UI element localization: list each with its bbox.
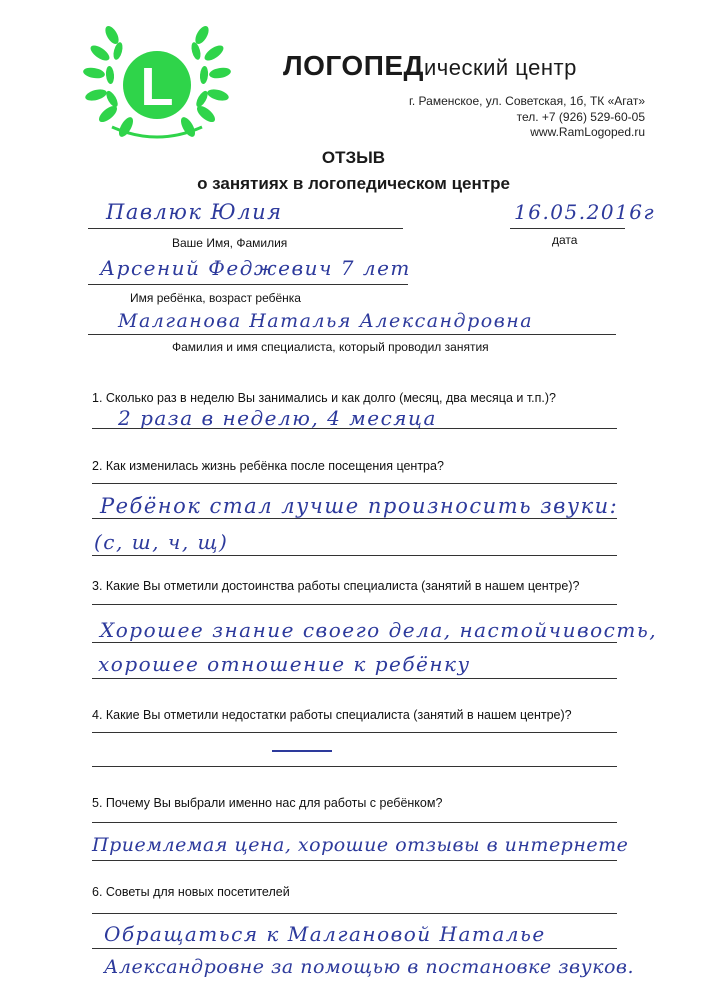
answer-4-line-a: [92, 732, 617, 733]
answer-2-line-b: [92, 518, 617, 519]
answer-4-dash: [272, 750, 332, 752]
brand-rest: ический центр: [423, 55, 577, 80]
form-subtitle: о занятиях в логопедическом центре: [197, 174, 510, 193]
specialist-handwritten: Малганова Наталья Александровна: [118, 310, 534, 332]
answer-6-line-a: [92, 913, 617, 914]
phone: тел. +7 (926) 529-60-05: [516, 110, 645, 124]
specialist-caption: Фамилия и имя специалиста, который проводил занятия: [172, 340, 489, 354]
answer-2-line-a: [92, 483, 617, 484]
question-3: 3. Какие Вы отметили достоинства работы специалиста (занятий в нашем центре)?: [92, 579, 580, 593]
specialist-line: [88, 334, 616, 335]
answer-3-line-c: [92, 678, 617, 679]
answer-3-line-b: [92, 642, 617, 643]
address: г. Раменское, ул. Советская, 1б, ТК «Агат»: [408, 94, 645, 108]
date-caption: дата: [552, 233, 578, 247]
answer-1: 2 раза в неделю, 4 месяца: [118, 406, 437, 430]
brand-name: [283, 50, 577, 82]
answer-6-line-b: [92, 948, 617, 949]
question-5: 5. Почему Вы выбрали именно нас для работы с ребёнком?: [92, 796, 443, 810]
brand-bold: ЛОГОПЕД: [283, 50, 424, 81]
logo-letter: L: [140, 57, 174, 117]
question-4: 4. Какие Вы отметили недостатки работы специалиста (занятий в нашем центре)?: [92, 708, 572, 722]
child-handwritten: Арсений Феджевич 7 лет: [100, 256, 411, 280]
answer-2-line1: Ребёнок стал лучше произносить звуки:: [100, 494, 619, 518]
answer-5-line-a: [92, 822, 617, 823]
form-title: ОТЗЫВ: [321, 148, 386, 167]
answer-4-line-b: [92, 766, 617, 767]
date-handwritten: 16.05.2016г: [514, 200, 656, 224]
date-line: [510, 228, 625, 229]
question-6: 6. Советы для новых посетителей: [92, 885, 290, 899]
answer-5: Приемлемая цена, хорошие отзывы в интернете: [92, 834, 629, 856]
name-line: [88, 228, 403, 229]
answer-6-line2: Александровне за помощью в постановке звуков.: [104, 956, 635, 978]
child-caption: Имя ребёнка, возраст ребёнка: [130, 291, 301, 305]
answer-6-line1: Обращаться к Малгановой Наталье: [104, 922, 546, 946]
name-caption: Ваше Имя, Фамилия: [172, 236, 288, 250]
child-line: [88, 284, 408, 285]
answer-1-line: [92, 428, 617, 429]
name-handwritten: Павлюк Юлия: [106, 200, 283, 224]
answer-3-line1: Хорошее знание своего дела, настойчивость,: [100, 618, 658, 642]
answer-5-line-b: [92, 860, 617, 861]
answer-3-line-a: [92, 604, 617, 605]
question-2: 2. Как изменилась жизнь ребёнка после посещения центра?: [92, 459, 444, 473]
answer-3-line2: хорошее отношение к ребёнку: [98, 652, 471, 676]
center-logo: [82, 15, 232, 145]
answer-2-line2: (с, ш, ч, щ): [94, 530, 229, 554]
website: www.RamLogoped.ru: [530, 125, 645, 139]
answer-2-line-c: [92, 555, 617, 556]
question-1: 1. Сколько раз в неделю Вы занимались и как долго (месяц, два месяца и т.п.)?: [92, 391, 556, 405]
